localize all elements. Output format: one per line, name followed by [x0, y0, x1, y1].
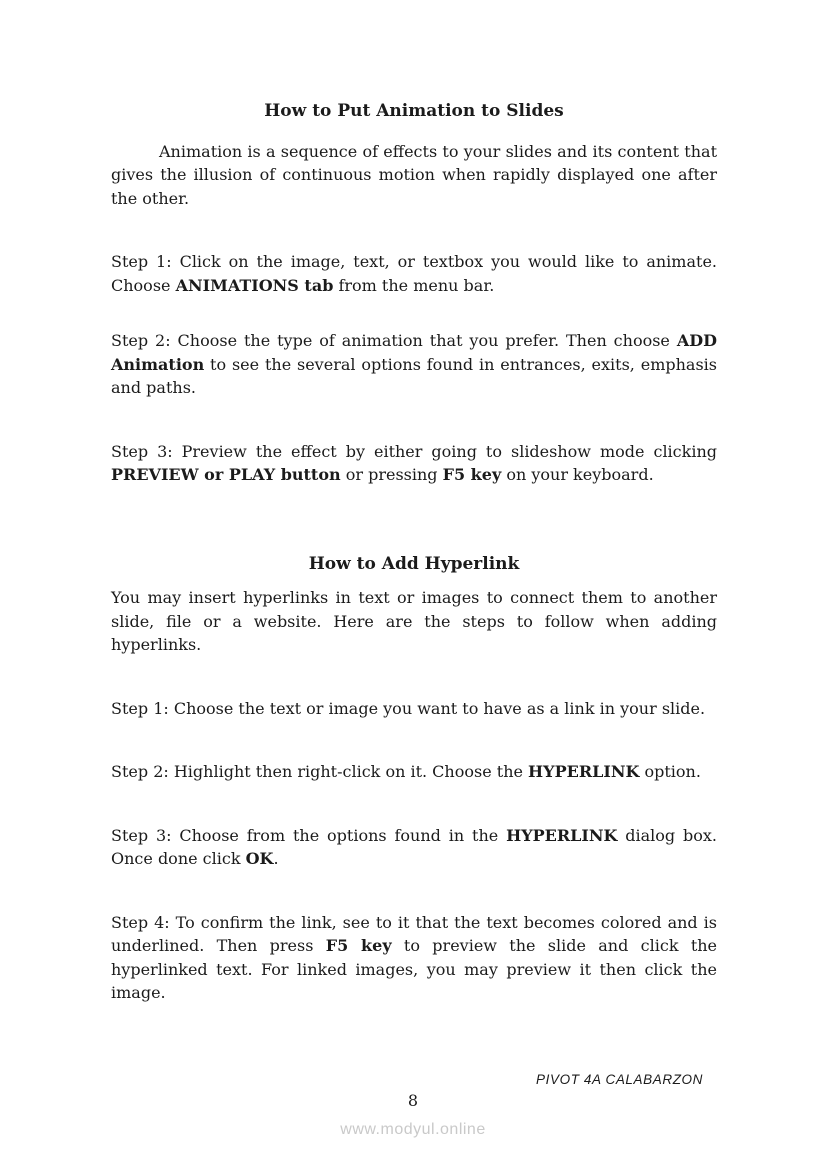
bold-text-run: F5 key	[442, 465, 502, 484]
text-run: Step 4: To confirm the link, see to it that the text becomes colored and is underlined. Then press	[111, 912, 717, 955]
paragraph	[111, 697, 717, 721]
footer-attribution: PIVOT 4A CALABARZON	[536, 1072, 703, 1087]
text-run: Animation is a sequence of effects to your slides and its content that gives the illusion of continuous motion when rapidly displayed one after the other.	[111, 141, 717, 208]
paragraph	[111, 329, 717, 400]
text-run: Step 3: Preview the effect by either going to slideshow mode clicking	[111, 441, 717, 461]
section-heading	[111, 553, 717, 577]
bold-text-run: OK	[245, 849, 274, 868]
text-run: You may insert hyperlinks in text or images to connect them to another slide, file or a website. Here are the steps to follow when adding hyperlinks.	[111, 588, 717, 654]
text-run: How to Put Animation to Slides	[264, 101, 564, 121]
text-run: to see the several options found in entrances, exits, emphasis and paths.	[111, 354, 717, 397]
text-run: or pressing	[340, 465, 443, 484]
section-heading	[111, 100, 717, 124]
paragraph	[111, 586, 717, 657]
bold-text-run: ANIMATIONS tab	[175, 275, 334, 295]
bold-text-run: HYPERLINK	[506, 825, 618, 845]
paragraph	[111, 440, 717, 487]
bold-text-run: F5 key	[325, 936, 392, 955]
text-run: How to Add Hyperlink	[308, 553, 520, 574]
text-run: dialog box. Once done click	[111, 825, 717, 868]
text-run: Step 1: Choose the text or image you want to have as a link in your slide.	[111, 698, 706, 718]
paragraph	[111, 250, 717, 297]
text-run: Step 1: Click on the image, text, or textbox you would like to animate. Choose	[111, 252, 717, 295]
paragraph	[111, 911, 717, 1005]
text-run: Step 2: Highlight then right-click on it. Choose the	[111, 762, 529, 781]
paragraph	[111, 824, 717, 871]
text-run: option.	[639, 762, 701, 781]
text-run: Step 2: Choose the type of animation that you prefer. Then choose	[111, 331, 677, 350]
page-number: 8	[407, 1091, 419, 1110]
text-run: to preview the slide and click the hyperlinked text. For linked images, you may preview it then click the image.	[111, 936, 718, 1002]
text-run: Step 3: Choose from the options found in the	[111, 825, 507, 845]
paragraph	[111, 140, 717, 211]
bold-text-run: HYPERLINK	[528, 762, 640, 781]
paragraph	[111, 760, 717, 784]
text-run: from the menu bar.	[333, 275, 495, 295]
text-run: on your keyboard.	[501, 465, 654, 484]
bold-text-run: PREVIEW or PLAY button	[111, 465, 341, 484]
watermark: www.modyul.online	[340, 1121, 486, 1138]
bold-text-run: ADD Animation	[111, 331, 717, 374]
text-run: .	[273, 849, 279, 868]
document-content	[111, 100, 717, 1045]
